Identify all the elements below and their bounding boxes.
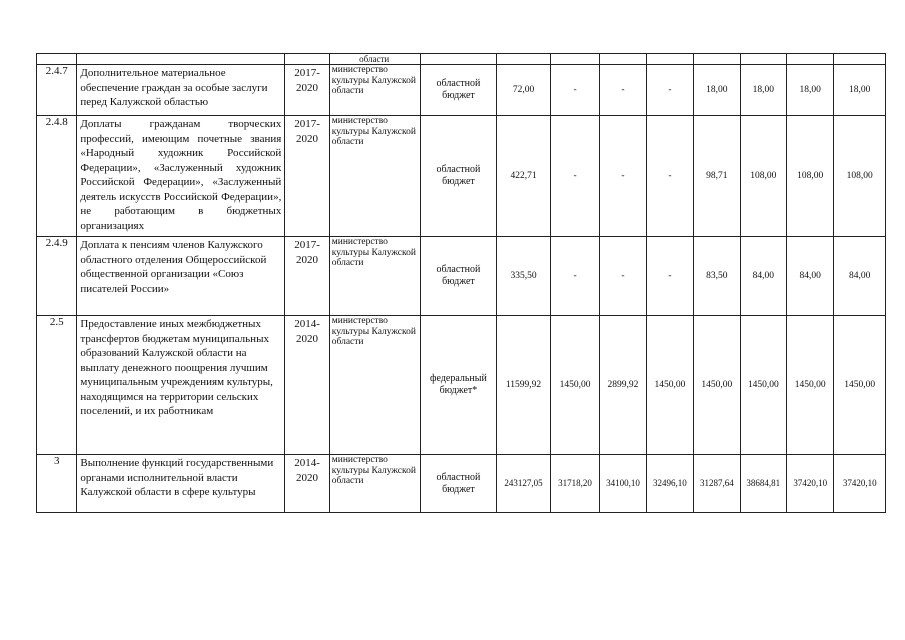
- value-2020: 18,00: [834, 65, 886, 116]
- table-row-continuation: [37, 54, 886, 65]
- value-2014: 31718,20: [550, 455, 599, 513]
- value-2017: 31287,64: [694, 455, 740, 513]
- value-2016: 32496,10: [646, 455, 693, 513]
- value-2015: -: [600, 237, 646, 316]
- value-2017: 18,00: [694, 65, 740, 116]
- table-row: [37, 65, 886, 116]
- value-2014: -: [550, 237, 599, 316]
- row-name: Дополнительное материальное обеспечение граждан за особые заслуги перед Калужской областью: [77, 65, 285, 116]
- row-id: 2.4.7: [37, 65, 77, 116]
- value-2019: 1450,00: [787, 316, 834, 455]
- value-2015: -: [600, 116, 646, 237]
- row-id: 3: [37, 455, 77, 513]
- row-source: областной бюджет: [420, 116, 497, 237]
- row-source: областной бюджет: [420, 65, 497, 116]
- row-period: 2017-2020: [285, 237, 329, 316]
- value-2018: 84,00: [740, 237, 786, 316]
- row-source: федеральный бюджет*: [420, 316, 497, 455]
- row-period: 2014-2020: [285, 455, 329, 513]
- row-id: 2.4.9: [37, 237, 77, 316]
- row-executor: министерство культуры Калужской области: [329, 237, 420, 316]
- value-2015: 2899,92: [600, 316, 646, 455]
- value-2015: 34100,10: [600, 455, 646, 513]
- value-2014: -: [550, 65, 599, 116]
- row-id: 2.4.8: [37, 116, 77, 237]
- row-executor: министерство культуры Калужской области: [329, 116, 420, 237]
- value-total: 422,71: [497, 116, 551, 237]
- value-2017: 98,71: [694, 116, 740, 237]
- value-2020: 108,00: [834, 116, 886, 237]
- table-row: [37, 316, 886, 455]
- value-2018: 38684,81: [740, 455, 786, 513]
- value-2020: 37420,10: [834, 455, 886, 513]
- row-executor: министерство культуры Калужской области: [329, 65, 420, 116]
- value-2016: -: [646, 116, 693, 237]
- row-source: областной бюджет: [420, 237, 497, 316]
- value-2017: 1450,00: [694, 316, 740, 455]
- value-2019: 84,00: [787, 237, 834, 316]
- value-total: 72,00: [497, 65, 551, 116]
- budget-table-page: [36, 53, 886, 513]
- value-2016: -: [646, 237, 693, 316]
- table-row: [37, 455, 886, 513]
- row-period: 2014-2020: [285, 316, 329, 455]
- value-2020: 1450,00: [834, 316, 886, 455]
- row-source: областной бюджет: [420, 455, 497, 513]
- row-name: Предоставление иных межбюджетных трансфертов бюджетам муниципальных образований Калужской области на выплату денежного поощрения лучшим муниципальным учреждениям культуры, находящимся на территории сельских поселений, и их работникам: [77, 316, 285, 455]
- value-2014: -: [550, 116, 599, 237]
- executor-cell: области: [329, 54, 420, 65]
- value-total: 243127,05: [497, 455, 551, 513]
- value-2019: 37420,10: [787, 455, 834, 513]
- row-name: Выполнение функций государственными органами исполнительной власти Калужской области в сфере культуры: [77, 455, 285, 513]
- table-row: [37, 116, 886, 237]
- value-2015: -: [600, 65, 646, 116]
- value-2016: -: [646, 65, 693, 116]
- value-2017: 83,50: [694, 237, 740, 316]
- row-name: Доплата к пенсиям членов Калужского областного отделения Общероссийской общественной организации «Союз писателей России»: [77, 237, 285, 316]
- value-total: 11599,92: [497, 316, 551, 455]
- budget-table: [36, 53, 886, 513]
- value-2018: 108,00: [740, 116, 786, 237]
- row-period: 2017-2020: [285, 65, 329, 116]
- value-2019: 18,00: [787, 65, 834, 116]
- value-2018: 18,00: [740, 65, 786, 116]
- value-2020: 84,00: [834, 237, 886, 316]
- row-id: 2.5: [37, 316, 77, 455]
- value-2019: 108,00: [787, 116, 834, 237]
- value-2014: 1450,00: [550, 316, 599, 455]
- value-2018: 1450,00: [740, 316, 786, 455]
- row-period: 2017-2020: [285, 116, 329, 237]
- value-total: 335,50: [497, 237, 551, 316]
- row-name: Доплаты гражданам творческих профессий, имеющим почетные звания «Народный художник Российской Федерации», «Заслуженный художник Российской Федерации», «Заслуженный деятель искусств Российской Федерации», не работающим в бюджетных организациях: [77, 116, 285, 237]
- value-2016: 1450,00: [646, 316, 693, 455]
- table-row: [37, 237, 886, 316]
- row-executor: министерство культуры Калужской области: [329, 316, 420, 455]
- row-executor: министерство культуры Калужской области: [329, 455, 420, 513]
